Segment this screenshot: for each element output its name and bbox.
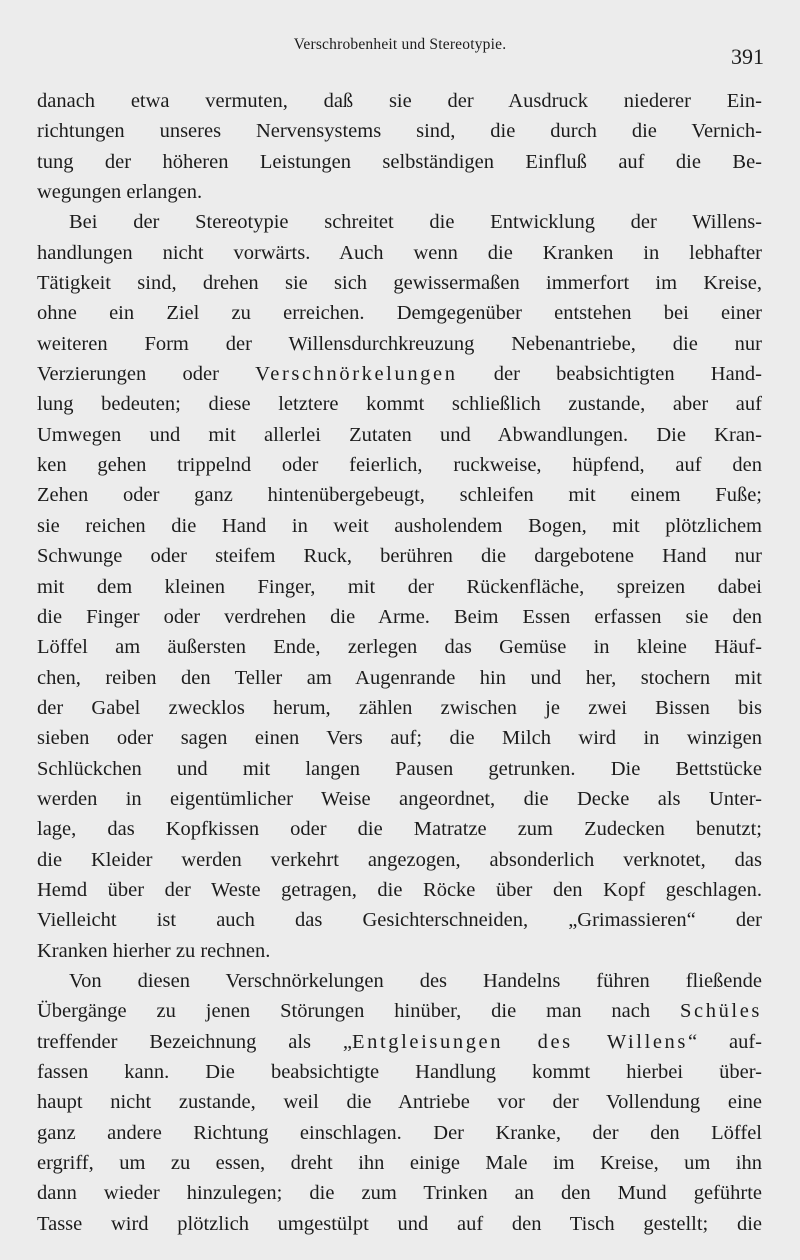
spaced-emphasis: Verschnörkelungen xyxy=(255,363,458,386)
text-line: Zehen oder ganz hintenübergebeugt, schleifen mit einem Fuße; xyxy=(37,484,762,507)
text-line: Schlückchen und mit langen Pausen getrunken. Die Bettstücke xyxy=(37,757,762,780)
text-line: ohne ein Ziel zu erreichen. Demgegenüber entstehen bei einer xyxy=(37,302,762,325)
text-line: Hemd über der Weste getragen, die Röcke über den Kopf geschlagen. xyxy=(37,878,762,901)
text-line: chen, reiben den Teller am Augenrande hin und her, stochern mit xyxy=(37,666,762,689)
paragraph-first-line: Bei der Stereotypie schreitet die Entwicklung der Willens- xyxy=(69,211,762,234)
text-line: die Kleider werden verkehrt angezogen, absonderlich verknotet, das xyxy=(37,848,762,871)
page-number: 391 xyxy=(731,44,764,69)
text-line: sieben oder sagen einen Vers auf; die Milch wird in winzigen xyxy=(37,727,762,750)
text-segment: Übergänge zu jenen Störungen hinüber, die man nach xyxy=(37,1000,681,1023)
text-line: Löffel am äußersten Ende, zerlegen das Gemüse in kleine Häuf- xyxy=(37,636,762,659)
text-segment: Verzierungen oder xyxy=(37,363,256,386)
running-title: Verschrobenheit und Stereotypie. xyxy=(293,36,507,53)
text-segment: treffender Bezeichnung als „ xyxy=(37,1030,353,1053)
text-line: handlungen nicht vorwärts. Auch wenn die Kranken in lebhafter xyxy=(37,241,762,264)
text-line: ergriff, um zu essen, dreht ihn einige Male im Kreise, um ihn xyxy=(37,1152,762,1175)
text-line-emphasis xyxy=(37,996,762,1026)
paragraph-first-line: Von diesen Verschnörkelungen des Handelns führen fließende xyxy=(69,969,762,992)
body-text xyxy=(37,86,762,1239)
text-segment: der beabsichtigten Hand- xyxy=(457,363,762,386)
text-line: lage, das Kopfkissen oder die Matratze zum Zudecken benutzt; xyxy=(37,818,762,841)
text-line: werden in eigentümlicher Weise angeordnet, die Decke als Unter- xyxy=(37,787,762,810)
text-line: sie reichen die Hand in weit ausholendem Bogen, mit plötzlichem xyxy=(37,514,762,537)
text-line: Vielleicht ist auch das Gesichterschneiden, „Grimassieren“ der xyxy=(37,909,762,932)
text-line: Tätigkeit sind, drehen sie sich gewissermaßen immerfort im Kreise, xyxy=(37,272,762,295)
text-line-emphasis xyxy=(37,359,762,389)
text-line: lung bedeuten; diese letztere kommt schließlich zustande, aber auf xyxy=(37,393,762,416)
text-line: Kranken hierher zu rechnen. xyxy=(37,939,271,962)
text-line-emphasis xyxy=(37,1027,762,1057)
text-line: Tasse wird plötzlich umgestülpt und auf den Tisch gestellt; die xyxy=(37,1212,762,1235)
page-header xyxy=(36,36,764,69)
text-line: haupt nicht zustande, weil die Antriebe vor der Vollendung eine xyxy=(37,1091,762,1114)
text-segment: “ auf- xyxy=(688,1030,762,1053)
text-line: Schwunge oder steifem Ruck, berühren die dargebotene Hand nur xyxy=(37,545,762,568)
text-line: ganz andere Richtung einschlagen. Der Kranke, der den Löffel xyxy=(37,1121,762,1144)
text-line: fassen kann. Die beabsichtigte Handlung kommt hierbei über- xyxy=(37,1061,762,1083)
text-line: richtungen unseres Nervensystems sind, die durch die Vernich- xyxy=(37,120,762,143)
text-line: danach etwa vermuten, daß sie der Ausdruck niederer Ein- xyxy=(37,90,762,112)
text-line: Umwegen und mit allerlei Zutaten und Abwandlungen. Die Kran- xyxy=(37,423,762,446)
spaced-emphasis: Schüles xyxy=(680,1000,762,1023)
text-line: wegungen erlangen. xyxy=(37,181,203,204)
text-line: weiteren Form der Willensdurchkreuzung Nebenantriebe, die nur xyxy=(37,332,762,355)
text-line: dann wieder hinzulegen; die zum Trinken an den Mund geführte xyxy=(37,1182,762,1205)
text-line: der Gabel zwecklos herum, zählen zwischen je zwei Bissen bis xyxy=(37,696,762,719)
text-line: tung der höheren Leistungen selbständigen Einfluß auf die Be- xyxy=(37,150,762,173)
text-line: die Finger oder verdrehen die Arme. Beim Essen erfassen sie den xyxy=(37,605,762,628)
spaced-emphasis: Entgleisungen des Willens xyxy=(352,1030,688,1053)
text-line: mit dem kleinen Finger, mit der Rückenfläche, spreizen dabei xyxy=(37,575,762,598)
text-line: ken gehen trippelnd oder feierlich, ruckweise, hüpfend, auf den xyxy=(37,454,762,477)
